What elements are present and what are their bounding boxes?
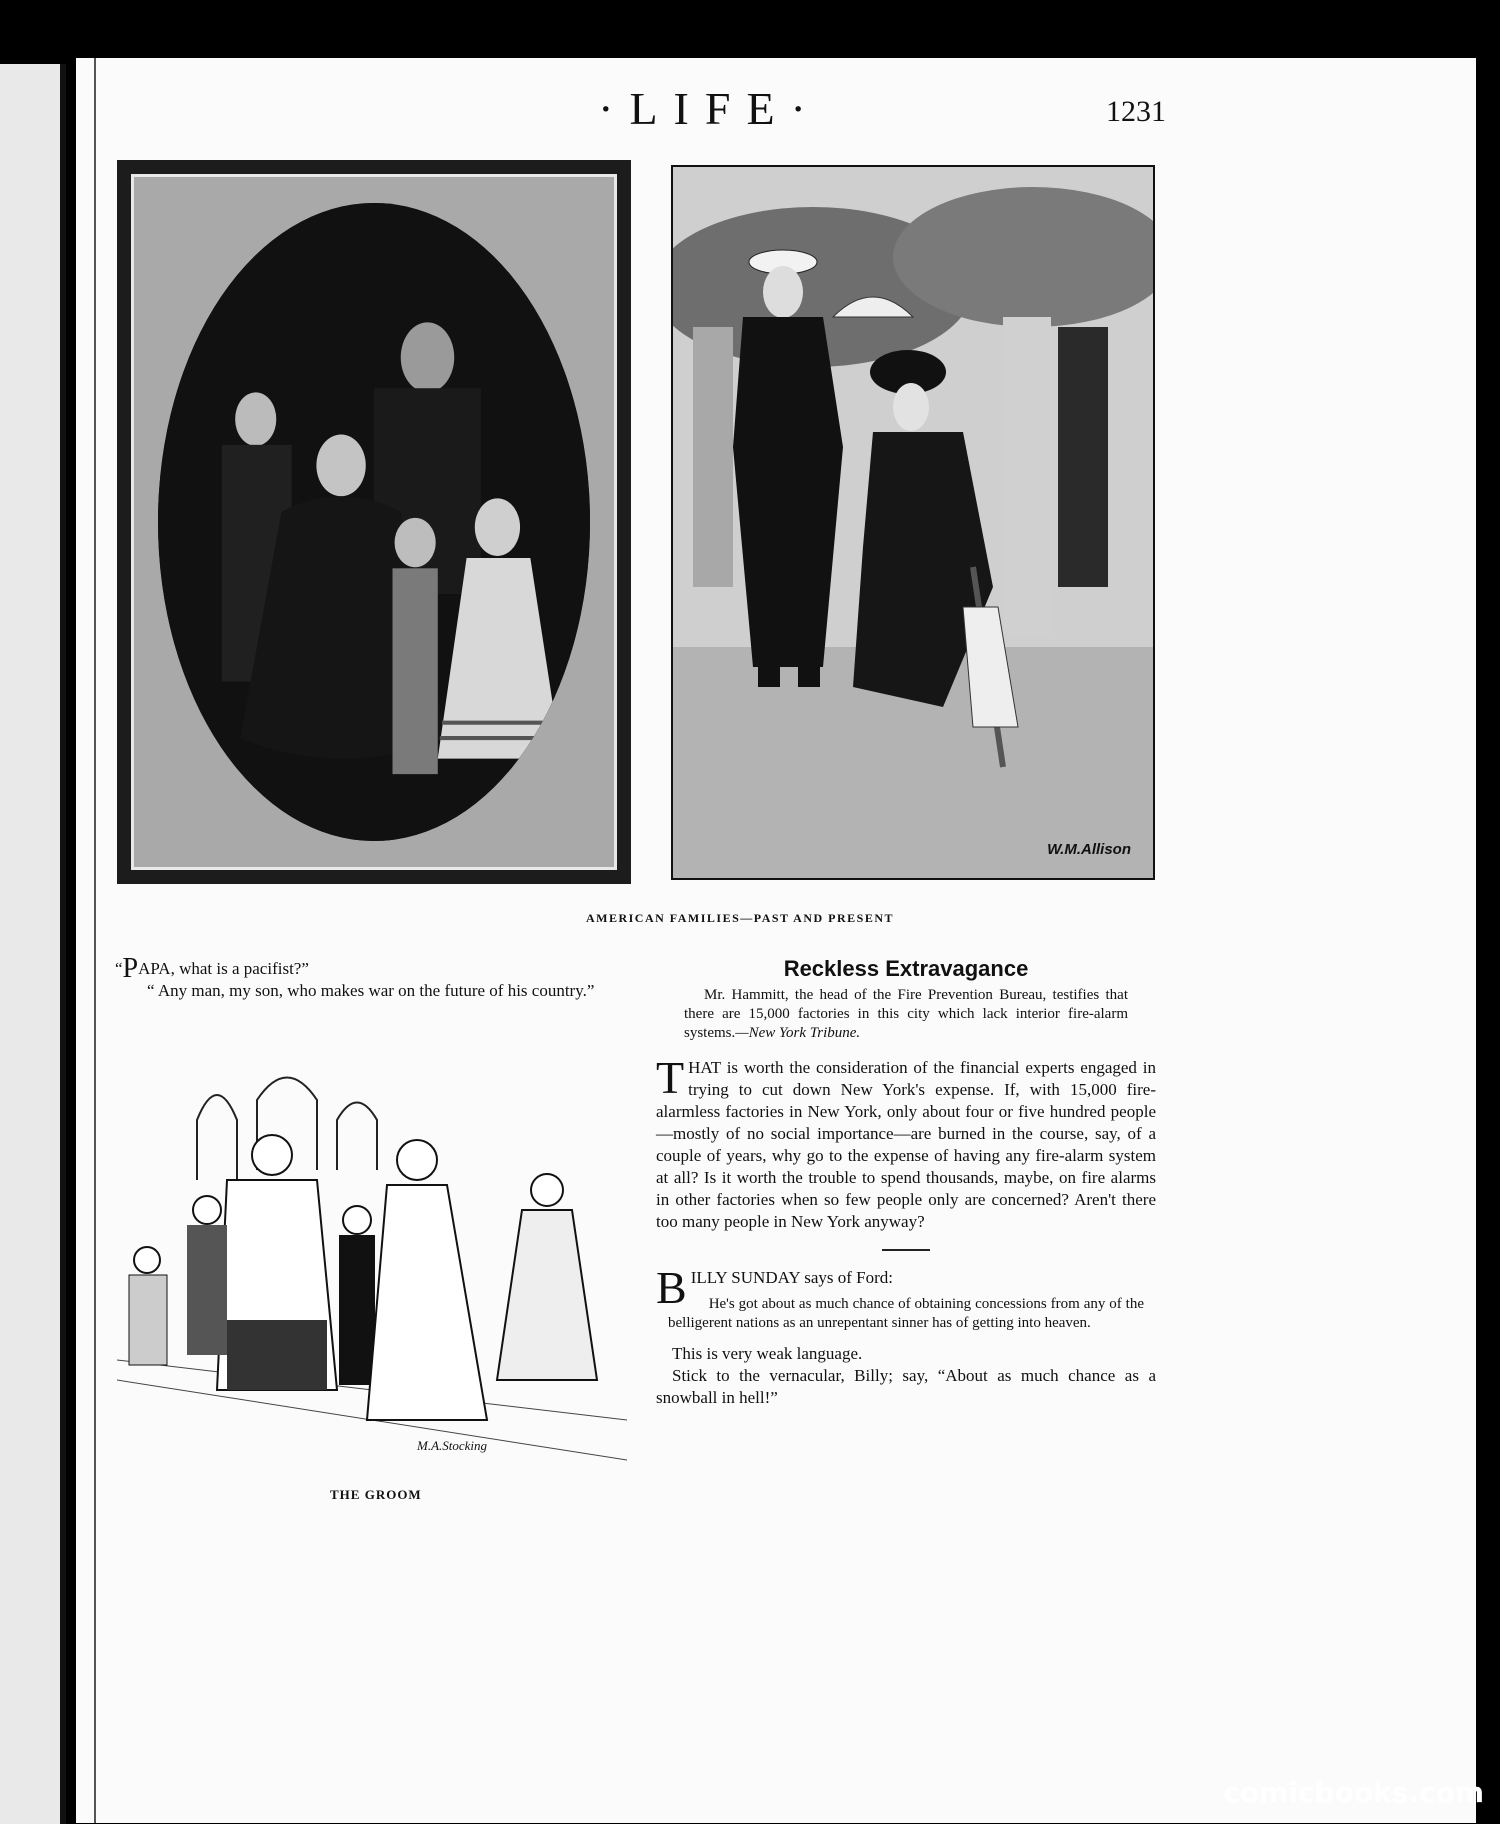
portrait-oval xyxy=(158,203,590,841)
page-gutter xyxy=(60,64,66,1824)
article-epigraph xyxy=(684,986,1128,1043)
modern-family-illustration xyxy=(671,165,1155,880)
cartoon-signature: M.A.Stocking xyxy=(417,1438,488,1453)
drop-cap-t: T xyxy=(656,1052,685,1103)
masthead-title: ·LIFE· xyxy=(598,83,822,134)
margin-rule xyxy=(94,58,96,1823)
comment-line-1: This is very weak language. xyxy=(672,1344,863,1363)
drop-cap-b: B xyxy=(656,1262,687,1313)
joke-answer: “ Any man, my son, who makes war on the future of his country.” xyxy=(147,981,595,1000)
comment-line-2: Stick to the vernacular, Billy; say, “About as much chance as a snowball in hell!” xyxy=(656,1366,1156,1407)
site-watermark: comicbooks.com xyxy=(1223,1776,1484,1809)
billy-lead-text: ILLY SUNDAY says of Ford: xyxy=(690,1268,893,1287)
page-number: 1231 xyxy=(1106,95,1166,128)
billy-sunday-quote: He's got about as much chance of obtaining concessions from any of the belligerent nations as an unrepentant sinner has of getting into heaven. xyxy=(668,1296,1144,1331)
epigraph-source: —New York Tribune. xyxy=(735,1025,861,1041)
groom-caption: THE GROOM xyxy=(330,1487,422,1502)
pacifist-joke xyxy=(115,953,620,1002)
article-body xyxy=(656,1052,1156,1233)
article-body-text: HAT is worth the consideration of the financial experts engaged in trying to cut down New York's expense. If, with 15,000 fire-alarmless factories in New York, only about four or five hundred people—mostly of no social importance—are burned in the course, say, of a couple of years, why go to the expense of having any fire-alarm system at all? Is it worth the trouble to spend thousands, maybe, on fire alarms in other factories when so few people only are concerned? Aren't there too many people in New York anyway? xyxy=(656,1058,1156,1231)
family-portrait-image xyxy=(158,203,590,841)
epigraph-text: Mr. Hammitt, the head of the Fire Prevention Bureau, testifies that there are 15,000 factories in this city which lack interior fire-alarm systems. xyxy=(684,987,1128,1041)
groom-cartoon xyxy=(117,1060,627,1480)
drop-cap-p: P xyxy=(122,953,139,984)
article-column xyxy=(656,958,1156,1409)
artist-signature: W.M.Allison xyxy=(1047,841,1131,858)
facing-page-edge xyxy=(0,64,60,1824)
portrait-mat xyxy=(131,174,617,870)
wedding-cartoon-image xyxy=(117,1060,627,1480)
family-portrait-frame xyxy=(117,160,631,884)
illustration-caption: AMERICAN FAMILIES—PAST AND PRESENT xyxy=(585,911,895,925)
section-divider xyxy=(882,1249,930,1251)
open-quote: “ xyxy=(115,959,123,978)
billy-sunday-lead xyxy=(656,1262,1156,1313)
joke-question: APA, what is a pacifist?” xyxy=(138,959,309,978)
article-headline: Reckless Extravagance xyxy=(783,956,1029,981)
modern-couple-image xyxy=(673,167,1153,878)
